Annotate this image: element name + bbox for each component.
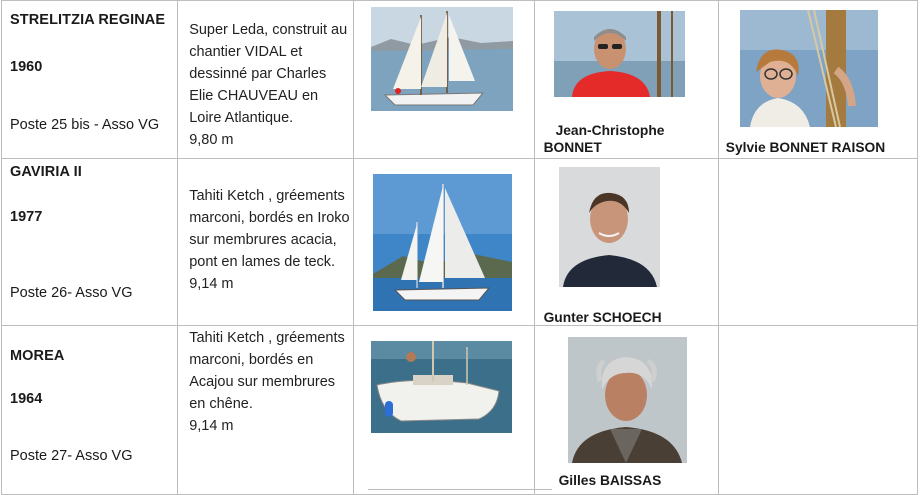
boat-length: 9,14 m	[189, 418, 234, 434]
owner-photo	[559, 167, 660, 287]
boat-description: Tahiti Ketch , gréements marconi, bordés en Iroko sur membrures acacia, pont en lames de teck.	[189, 188, 350, 270]
boat-photo-cell	[354, 326, 534, 495]
owner-name-line2: BONNET	[543, 140, 602, 155]
owner-cell-empty	[718, 326, 917, 495]
owner-name: Sylvie BONNET RAISON	[725, 140, 886, 155]
owner-name-line1: Jean-Christophe	[555, 123, 665, 138]
owner-name: Gunter SCHOECH	[543, 310, 662, 325]
owner-cell	[534, 1, 718, 159]
boat-info-cell	[2, 326, 178, 495]
boat-description-cell	[178, 326, 354, 495]
boat-name: MOREA	[10, 348, 65, 364]
owner-photo	[568, 337, 687, 463]
boat-year: 1964	[10, 391, 43, 407]
boat-info-cell	[2, 1, 178, 159]
boat-photo	[371, 7, 513, 111]
boat-poste: Poste 27- Asso VG	[10, 448, 133, 464]
boat-description-cell	[178, 159, 354, 326]
boat-name: STRELITZIA REGINAE	[10, 12, 166, 28]
boat-length: 9,14 m	[189, 276, 234, 292]
boat-name: GAVIRIA II	[10, 164, 82, 180]
boat-photo-cell	[354, 1, 534, 159]
divider	[368, 489, 552, 490]
boat-year: 1977	[10, 209, 43, 225]
boat-description-cell	[178, 1, 354, 159]
boat-poste: Poste 25 bis - Asso VG	[10, 117, 160, 133]
owner-photo	[554, 11, 685, 97]
table-row	[2, 326, 918, 495]
boat-info-cell	[2, 159, 178, 326]
boat-poste: Poste 26- Asso VG	[10, 285, 133, 301]
owner-name: Gilles BAISSAS	[558, 473, 662, 488]
boat-photo-cell	[354, 159, 534, 326]
boat-description: Tahiti Ketch , gréements marconi, bordés en Acajou sur membrures en chêne.	[189, 330, 345, 412]
owner-cell-empty	[718, 159, 917, 326]
table-row	[2, 159, 918, 326]
boat-description: Super Leda, construit au chantier VIDAL et dessinné par Charles Elie CHAUVEAU en Loire Atlantique.	[189, 22, 348, 126]
owner-cell	[718, 1, 917, 159]
boat-photo	[373, 174, 512, 311]
boats-table	[1, 0, 918, 495]
boat-length: 9,80 m	[189, 132, 234, 148]
table-row	[2, 1, 918, 159]
boat-year: 1960	[10, 59, 43, 75]
owner-cell	[534, 326, 718, 495]
owner-cell	[534, 159, 718, 326]
boat-photo	[371, 341, 512, 433]
owner-photo	[740, 10, 878, 127]
